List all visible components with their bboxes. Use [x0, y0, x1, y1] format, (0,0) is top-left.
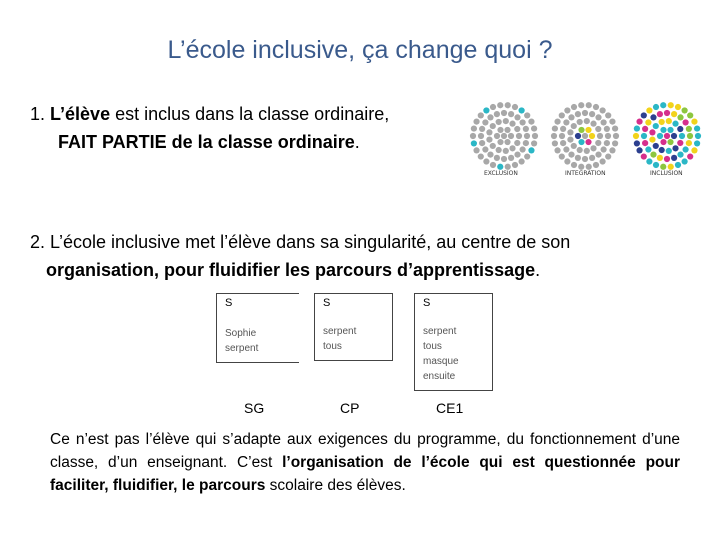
- dot: [479, 140, 485, 146]
- dot: [483, 107, 489, 113]
- dot: [586, 164, 592, 170]
- dot: [671, 111, 677, 117]
- dot: [563, 146, 569, 152]
- dot: [523, 126, 529, 132]
- dot: [634, 125, 640, 131]
- point-1-number: 1.: [30, 104, 46, 124]
- dot: [501, 110, 507, 116]
- dot: [683, 119, 689, 125]
- dot: [677, 140, 683, 146]
- dot: [524, 133, 530, 139]
- dot: [508, 133, 514, 139]
- point-1: [30, 100, 470, 156]
- dot: [657, 133, 663, 139]
- dot: [483, 158, 489, 164]
- dot: [653, 104, 659, 110]
- dot: [633, 133, 639, 139]
- dot: [586, 102, 592, 108]
- dot: [512, 162, 518, 168]
- dot: [605, 133, 611, 139]
- dot: [496, 119, 502, 125]
- dot: [677, 152, 683, 158]
- dot: [559, 112, 565, 118]
- dot: [595, 152, 601, 158]
- sheet-word: tous: [423, 341, 442, 352]
- dot: [554, 147, 560, 153]
- dot: [487, 114, 493, 120]
- dot: [564, 158, 570, 164]
- dot: [653, 143, 659, 149]
- dot: [679, 133, 685, 139]
- dot: [520, 119, 526, 125]
- dot: [584, 118, 590, 124]
- dot: [531, 125, 537, 131]
- dot: [567, 136, 573, 142]
- sheet-word: serpent: [225, 343, 259, 354]
- point-2-end: .: [535, 260, 541, 280]
- dot: [657, 155, 663, 161]
- dot: [516, 133, 522, 139]
- dot: [575, 111, 581, 117]
- dot: [560, 140, 566, 146]
- dot: [486, 136, 492, 142]
- sheet-word: serpent: [323, 326, 357, 337]
- point-1-end: .: [354, 132, 360, 152]
- dot: [645, 119, 651, 125]
- dot: [559, 153, 565, 159]
- dot: [660, 102, 666, 108]
- dot: [671, 133, 677, 139]
- dot: [571, 162, 577, 168]
- dot: [560, 126, 566, 132]
- dot: [564, 107, 570, 113]
- dot: [604, 126, 610, 132]
- dot: [671, 155, 677, 161]
- dot: [667, 127, 673, 133]
- integration-circle: [551, 102, 619, 170]
- dot: [668, 102, 674, 108]
- level-ce1: CE1: [436, 400, 464, 416]
- dot: [585, 139, 591, 145]
- dot: [479, 126, 485, 132]
- dot: [589, 133, 595, 139]
- dot: [568, 114, 574, 120]
- dot: [649, 136, 655, 142]
- dot: [503, 148, 509, 154]
- dot: [575, 155, 581, 161]
- dot: [595, 114, 601, 120]
- dot: [501, 133, 507, 139]
- dot: [559, 133, 565, 139]
- sheet-word: ensuite: [423, 371, 456, 382]
- conclusion-end: scolaire des élèves.: [265, 477, 406, 494]
- dot: [490, 143, 496, 149]
- label-inclusion: INCLUSION: [650, 170, 683, 177]
- dot: [672, 121, 678, 127]
- dot: [470, 133, 476, 139]
- dot: [487, 152, 493, 158]
- dot: [687, 133, 693, 139]
- worksheet-ce1: [414, 293, 493, 391]
- label-exclusion: EXCLUSION: [484, 170, 518, 177]
- dot: [593, 162, 599, 168]
- dot: [571, 143, 577, 149]
- dot: [660, 164, 666, 170]
- dot: [490, 104, 496, 110]
- dot: [514, 126, 520, 132]
- dot: [601, 146, 607, 152]
- dot: [682, 107, 688, 113]
- dot: [636, 118, 642, 124]
- dot: [595, 126, 601, 132]
- dot: [649, 129, 655, 135]
- dot: [554, 118, 560, 124]
- dot: [504, 139, 510, 145]
- dot: [505, 164, 511, 170]
- worksheet-cp: [314, 293, 393, 361]
- dot: [646, 158, 652, 164]
- dot: [668, 164, 674, 170]
- dot: [552, 140, 558, 146]
- dot: [519, 158, 525, 164]
- dot: [528, 118, 534, 124]
- sheet-letter: S: [423, 297, 431, 309]
- dot: [636, 147, 642, 153]
- dot: [677, 114, 683, 120]
- dot: [667, 139, 673, 145]
- dot: [590, 121, 596, 127]
- dot: [473, 118, 479, 124]
- dot: [509, 121, 515, 127]
- dot: [524, 153, 530, 159]
- dot: [503, 118, 509, 124]
- conclusion-bold: l’organisation de l’école qui est questionnée pour faciliter, fluidifier, le parcours: [50, 454, 681, 494]
- dot: [478, 112, 484, 118]
- sheet-word: serpent: [423, 326, 457, 337]
- dot: [657, 111, 663, 117]
- dot: [520, 146, 526, 152]
- worksheet-sg: [216, 293, 299, 363]
- dot: [589, 111, 595, 117]
- dot: [497, 102, 503, 108]
- dot: [595, 140, 601, 146]
- dot: [571, 123, 577, 129]
- dot: [512, 104, 518, 110]
- dot: [532, 133, 538, 139]
- dot: [641, 153, 647, 159]
- dot: [514, 114, 520, 120]
- slide-title: L’école inclusive, ça change quoi ?: [167, 36, 553, 64]
- dot: [501, 156, 507, 162]
- point-1-line1: est inclus dans la classe ordinaire,: [110, 104, 390, 124]
- dot: [578, 139, 584, 145]
- dot: [609, 147, 615, 153]
- dot: [490, 123, 496, 129]
- exclusion-circle: [470, 102, 538, 170]
- dot: [641, 133, 647, 139]
- dot: [646, 107, 652, 113]
- dot: [605, 112, 611, 118]
- dot: [473, 147, 479, 153]
- dot: [568, 152, 574, 158]
- dot: [552, 125, 558, 131]
- dot: [642, 126, 648, 132]
- point-1-bold-line2: FAIT PARTIE de la classe ordinaire: [58, 132, 355, 152]
- dot: [497, 139, 503, 145]
- dot: [675, 162, 681, 168]
- dot: [567, 129, 573, 135]
- dot: [585, 127, 591, 133]
- dot: [666, 148, 672, 154]
- dot: [600, 107, 606, 113]
- dot: [653, 123, 659, 129]
- sheet-word: tous: [323, 341, 342, 352]
- dot: [494, 111, 500, 117]
- dot: [582, 110, 588, 116]
- dot: [597, 133, 603, 139]
- dot: [642, 140, 648, 146]
- dot: [478, 153, 484, 159]
- dot: [589, 155, 595, 161]
- dot: [582, 156, 588, 162]
- dot: [666, 118, 672, 124]
- dot: [584, 148, 590, 154]
- dot: [593, 104, 599, 110]
- dot: [664, 110, 670, 116]
- dot: [683, 146, 689, 152]
- dot: [578, 127, 584, 133]
- dot: [650, 114, 656, 120]
- level-cp: CP: [340, 400, 360, 416]
- label-integration: INTEGRATION: [565, 170, 606, 177]
- dot: [691, 118, 697, 124]
- dot: [687, 112, 693, 118]
- dot: [482, 146, 488, 152]
- dot: [524, 112, 530, 118]
- dot: [686, 140, 692, 146]
- dot: [675, 104, 681, 110]
- dot: [660, 139, 666, 145]
- dot: [486, 129, 492, 135]
- dot: [571, 104, 577, 110]
- conclusion-text: Ce n’est pas l’élève qui s’adapte aux exigences du programme, du fonctionnement d’une classe, d’un enseignant. C’est: [50, 431, 680, 471]
- dot: [551, 133, 557, 139]
- dot: [514, 152, 520, 158]
- dot: [577, 147, 583, 153]
- dot: [664, 156, 670, 162]
- dot: [660, 127, 666, 133]
- dot: [694, 140, 700, 146]
- dot: [687, 153, 693, 159]
- dot: [682, 158, 688, 164]
- dot: [604, 140, 610, 146]
- dot: [612, 140, 618, 146]
- dot: [677, 126, 683, 132]
- dot: [645, 146, 651, 152]
- dot: [508, 111, 514, 117]
- dot: [494, 155, 500, 161]
- dot: [509, 145, 515, 151]
- dot: [523, 140, 529, 146]
- dot: [531, 140, 537, 146]
- dot: [575, 133, 581, 139]
- sheet-letter: S: [225, 297, 233, 309]
- dot: [612, 125, 618, 131]
- sheet-letter: S: [323, 297, 331, 309]
- dot: [664, 133, 670, 139]
- dot: [691, 147, 697, 153]
- conclusion-paragraph: [50, 428, 680, 497]
- dot: [504, 127, 510, 133]
- dot: [641, 112, 647, 118]
- dot: [471, 140, 477, 146]
- point-2-bold: organisation, pour fluidifier les parcours d’apprentissage: [46, 260, 536, 280]
- dot: [601, 119, 607, 125]
- level-sg: SG: [244, 400, 265, 416]
- point-2: [30, 228, 700, 284]
- dot: [490, 162, 496, 168]
- dot: [609, 118, 615, 124]
- dot: [497, 164, 503, 170]
- dot: [519, 107, 525, 113]
- dot: [482, 119, 488, 125]
- dot: [695, 133, 701, 139]
- point-2-line1: 2. L’école inclusive met l’élève dans sa singularité, au centre de son: [30, 232, 571, 252]
- dot: [686, 126, 692, 132]
- dot: [497, 127, 503, 133]
- dot: [505, 102, 511, 108]
- dot: [478, 133, 484, 139]
- dot: [634, 140, 640, 146]
- dot: [563, 119, 569, 125]
- dot: [605, 153, 611, 159]
- dot: [578, 164, 584, 170]
- dot: [653, 162, 659, 168]
- inclusion-circle: [633, 102, 701, 170]
- dot: [659, 147, 665, 153]
- dot: [508, 155, 514, 161]
- dot: [577, 119, 583, 125]
- inclusion-diagram: [462, 96, 702, 182]
- dot: [528, 147, 534, 153]
- dot: [578, 102, 584, 108]
- dot: [694, 125, 700, 131]
- dot: [672, 145, 678, 151]
- dot: [496, 147, 502, 153]
- dot: [659, 119, 665, 125]
- dot: [471, 125, 477, 131]
- dot: [650, 152, 656, 158]
- dot: [494, 133, 500, 139]
- point-1-bold-start: L’élève: [50, 104, 111, 124]
- dot: [582, 133, 588, 139]
- sheet-word: Sophie: [225, 328, 257, 339]
- dot: [613, 133, 619, 139]
- dot: [514, 140, 520, 146]
- dot: [590, 145, 596, 151]
- dot: [600, 158, 606, 164]
- sheet-word: masque: [423, 356, 459, 367]
